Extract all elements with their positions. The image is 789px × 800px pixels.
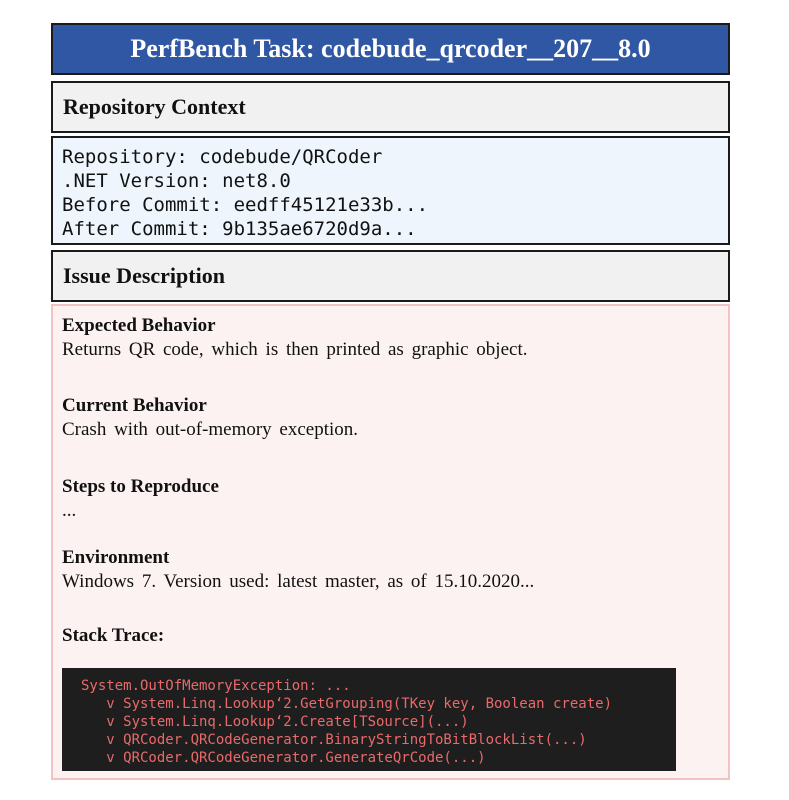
stack-trace-code-block [62,668,676,771]
environment-text: Windows 7. Version used: latest master, as of 15.10.2020... [62,571,535,592]
repository-context-header: Repository Context [51,81,730,133]
stack-trace-line: v QRCoder.QRCodeGenerator.GenerateQrCode(...) [81,750,486,766]
dotnet-version-line: .NET Version: net8.0 [62,170,291,192]
current-behavior-section [62,394,358,442]
after-commit-line: After Commit: 9b135ae6720d9a... [62,218,417,240]
steps-to-reproduce-heading: Steps to Reproduce [62,476,219,497]
stack-trace-line: v System.Linq.Lookup‘2.GetGrouping(TKey key, Boolean create) [81,696,613,712]
environment-heading: Environment [62,547,170,568]
stack-trace-line: v QRCoder.QRCodeGenerator.BinaryStringToBitBlockList(...) [81,732,587,748]
expected-behavior-heading: Expected Behavior [62,315,216,336]
stack-trace-line: System.OutOfMemoryException: ... [81,678,351,694]
current-behavior-text: Crash with out-of-memory exception. [62,419,359,440]
expected-behavior-text: Returns QR code, which is then printed as graphic object. [62,339,528,360]
stack-trace-line: v System.Linq.Lookup‘2.Create[TSource](...) [81,714,469,730]
before-commit-line: Before Commit: eedff45121e33b... [62,194,429,216]
issue-description-header: Issue Description [51,250,730,302]
issue-description-body [51,304,730,780]
repository-line: Repository: codebude/QRCoder [62,146,383,168]
steps-to-reproduce-section [62,475,219,523]
stack-trace-heading: Stack Trace: [62,625,165,646]
current-behavior-heading: Current Behavior [62,395,207,416]
expected-behavior-section [62,314,527,362]
repository-context-box [51,136,730,245]
steps-to-reproduce-text: ... [62,500,77,521]
environment-section [62,546,534,594]
task-title: PerfBench Task: codebude_qrcoder__207__8.0 [51,23,730,75]
